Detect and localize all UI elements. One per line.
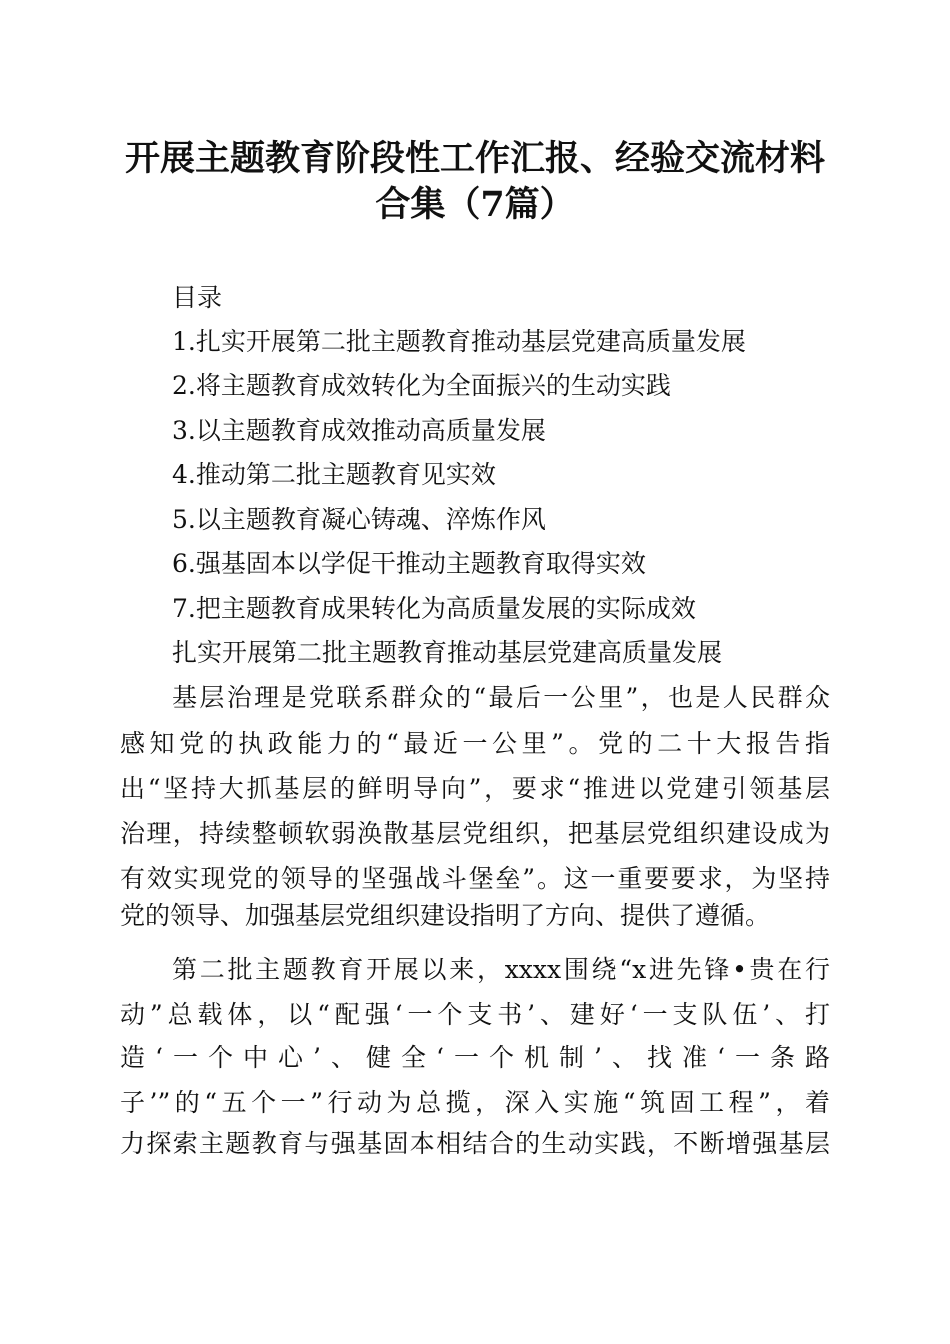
paragraph-1-line-1: 基层治理是党联系群众的“最后一公里”，也是人民群众 [172, 683, 830, 712]
toc-item-5: 5.以主题教育凝心铸魂、淬炼作风 [172, 505, 546, 534]
paragraph-2-line-1: 第二批主题教育开展以来，xxxx围绕“x进先锋•贵在行 [172, 955, 830, 984]
paragraph-2-line-5: 力探索主题教育与强基固本相结合的生动实践，不断增强基层 [120, 1129, 830, 1158]
toc-item-7: 7.把主题教育成果转化为高质量发展的实际成效 [172, 594, 696, 623]
paragraph-2-line-4: 子’”的“五个一”行动为总揽，深入实施“筑固工程”，着 [120, 1088, 830, 1117]
paragraph-1-line-3: 出“坚持大抓基层的鲜明导向”，要求“推进以党建引领基层 [120, 774, 830, 803]
section-title: 扎实开展第二批主题教育推动基层党建高质量发展 [172, 638, 723, 667]
toc-item-1: 1.扎实开展第二批主题教育推动基层党建高质量发展 [172, 327, 746, 356]
paragraph-2-line-3: 造‘一个中心’、健全‘一个机制’、找准‘一条路 [120, 1043, 830, 1072]
toc-item-6: 6.强基固本以学促干推动主题教育取得实效 [172, 549, 646, 578]
toc-item-4: 4.推动第二批主题教育见实效 [172, 460, 496, 489]
toc-item-2: 2.将主题教育成效转化为全面振兴的生动实践 [172, 371, 671, 400]
paragraph-1-line-4: 治理，持续整顿软弱涣散基层党组织，把基层党组织建设成为 [120, 819, 830, 848]
paragraph-1-line-5: 有效实现党的领导的坚强战斗堡垒”。这一重要要求，为坚持 [120, 864, 830, 893]
paragraph-2-line-2: 动”总载体，以“配强‘一个支书’、建好‘一支队伍’、打 [120, 1000, 830, 1029]
document-title-line-2: 合集（7篇） [375, 184, 575, 225]
toc-item-3: 3.以主题教育成效推动高质量发展 [172, 416, 546, 445]
paragraph-1-line-2: 感知党的执政能力的“最近一公里”。党的二十大报告指 [120, 729, 830, 758]
document-title-line-1: 开展主题教育阶段性工作汇报、经验交流材料 [124, 138, 825, 179]
paragraph-1-line-6: 党的领导、加强基层党组织建设指明了方向、提供了遵循。 [120, 901, 771, 930]
toc-heading: 目录 [172, 283, 223, 312]
